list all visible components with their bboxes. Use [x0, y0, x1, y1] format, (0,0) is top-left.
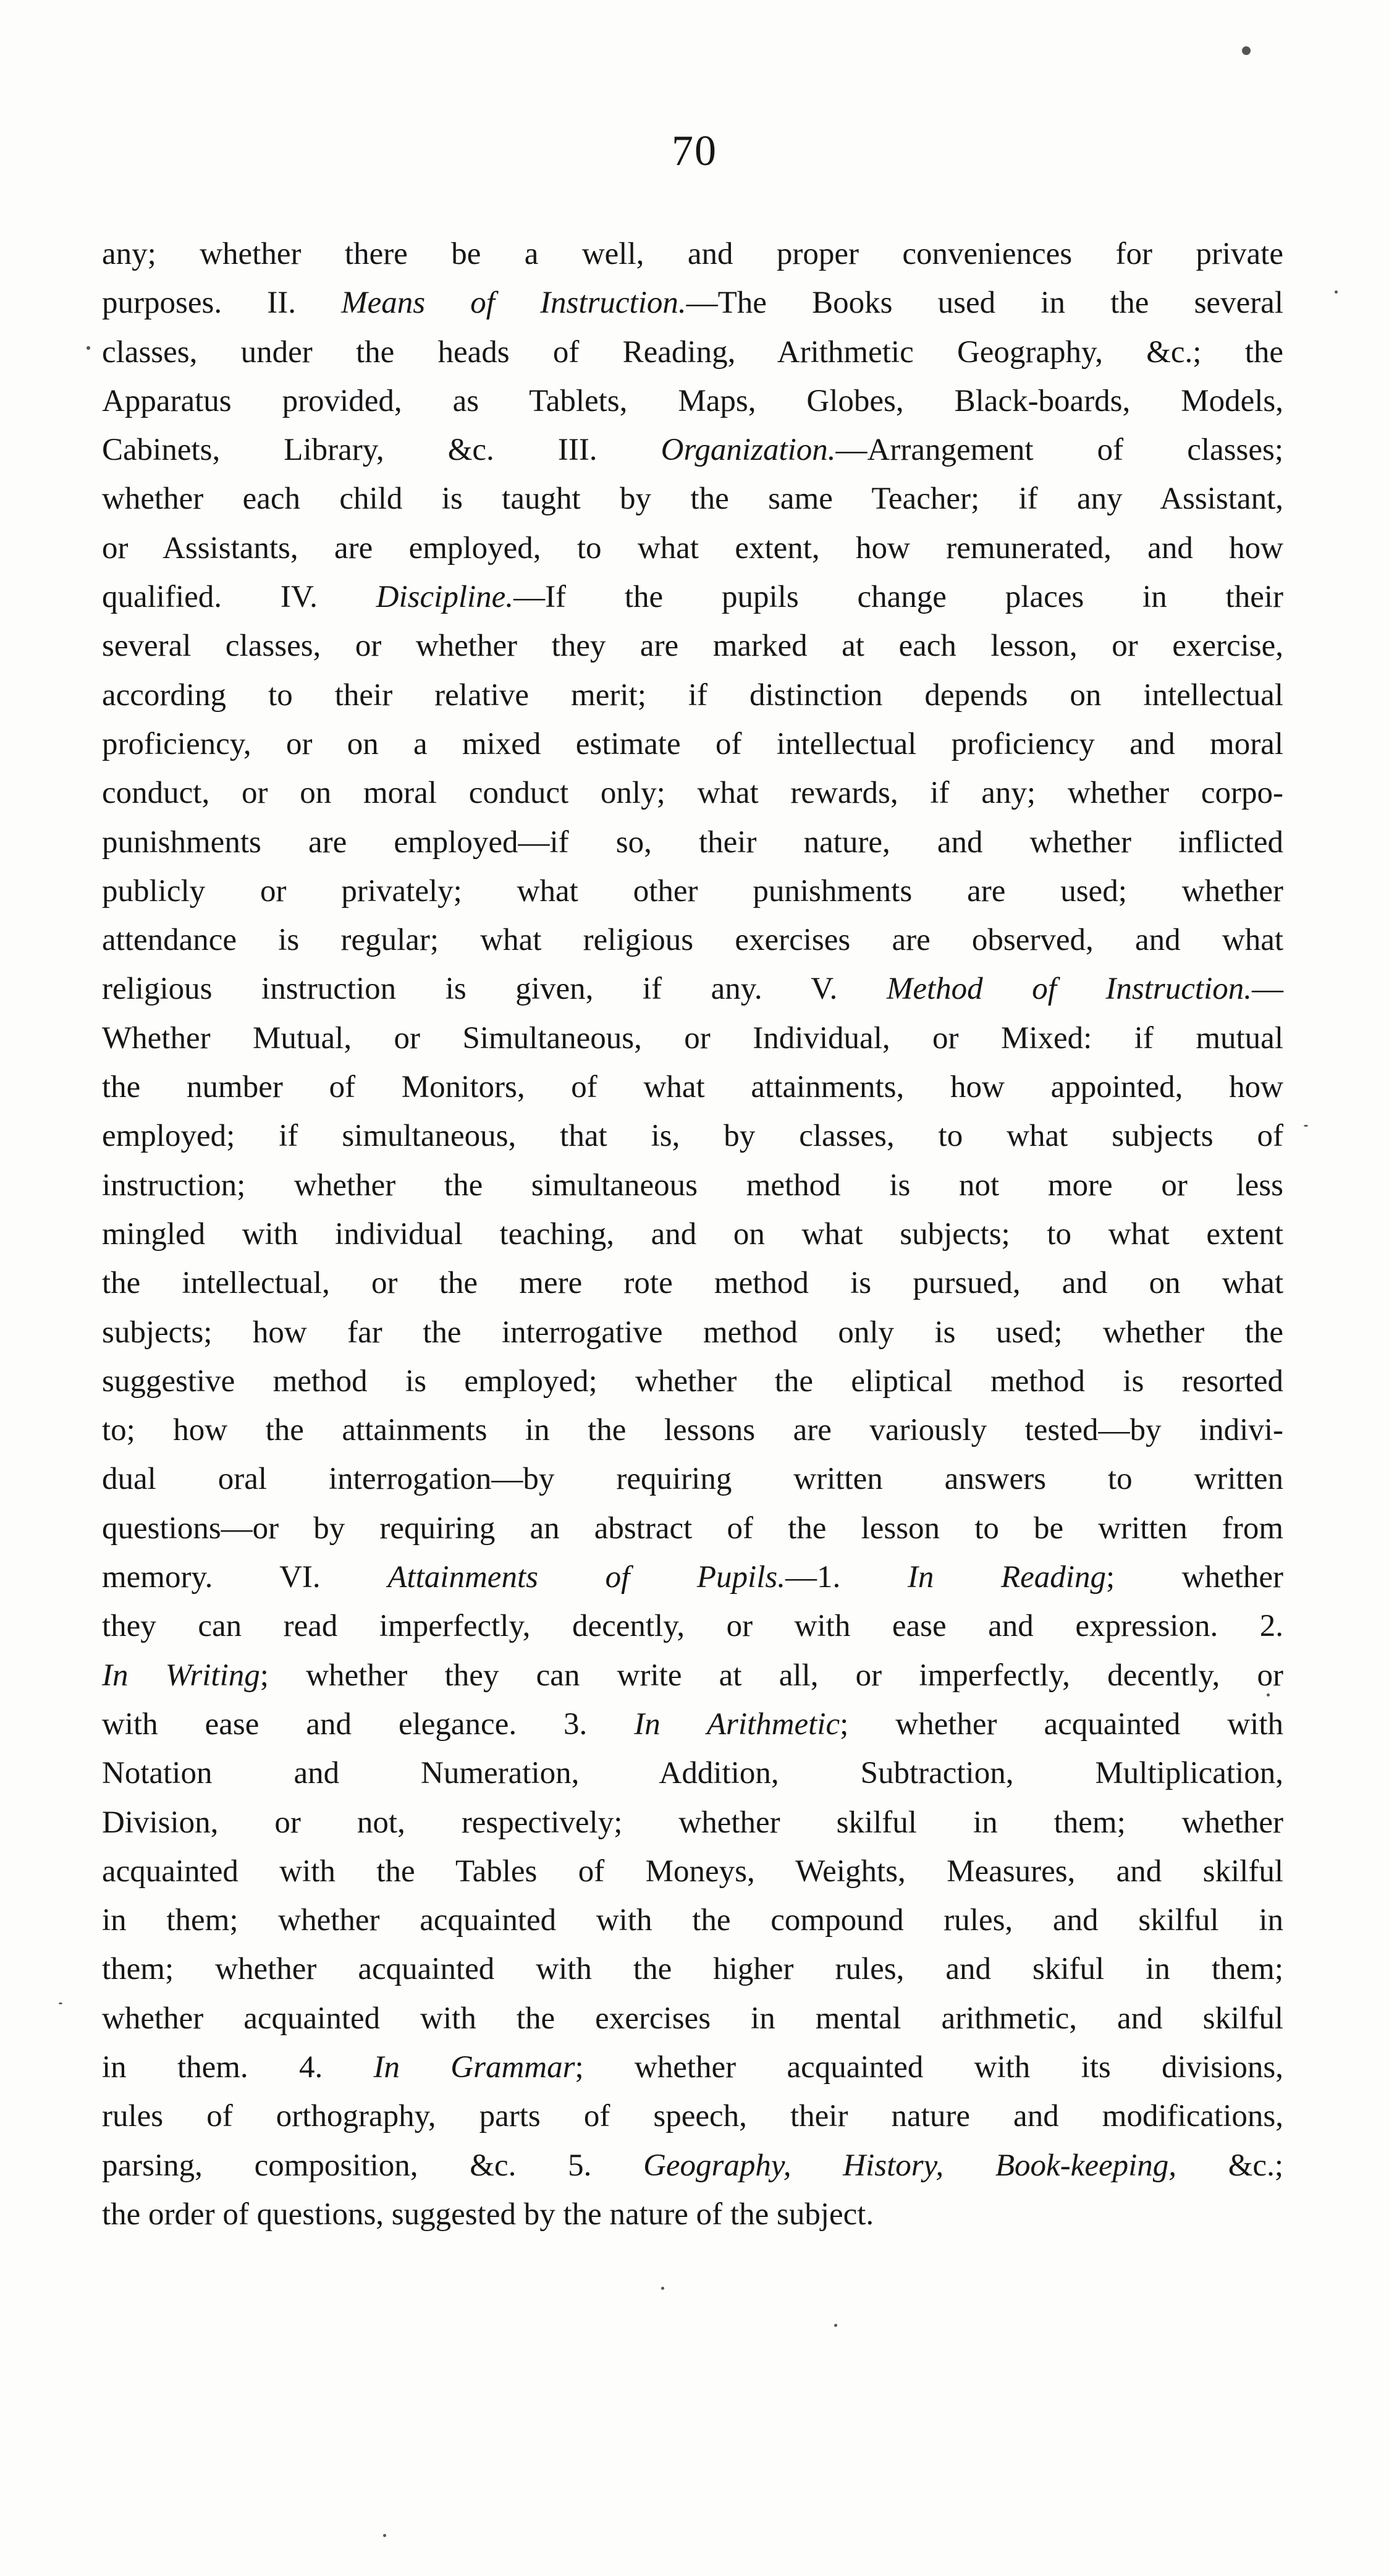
text-line: [102, 1651, 1283, 1700]
italic-heading: Means of Instruction.: [341, 286, 686, 321]
text-segment: ; whether acquainted with its divisions,: [575, 2049, 1283, 2085]
text-segment: qualified. IV.: [102, 580, 376, 615]
text-segment: to; how the attainments in the lessons are variously tested—by indivi-: [102, 1413, 1283, 1448]
text-segment: memory. VI.: [102, 1560, 388, 1595]
text-segment: ; whether acquainted with: [840, 1706, 1284, 1742]
text-segment: —If the pupils change places in their: [513, 580, 1283, 615]
italic-heading: In Writing: [102, 1658, 260, 1693]
body-text: [102, 230, 1283, 2239]
italic-heading: In Reading: [907, 1560, 1106, 1595]
text-line: [102, 328, 1283, 377]
text-line: [102, 1945, 1283, 1994]
text-line: [102, 1014, 1283, 1063]
text-line: [102, 2043, 1283, 2092]
italic-heading: Method of Instruction.: [886, 972, 1252, 1007]
italic-heading: Geography, History, Book-keeping,: [643, 2148, 1177, 2183]
text-line: [102, 1994, 1283, 2043]
text-segment: purposes. II.: [102, 286, 342, 321]
text-segment: &c.;: [1176, 2148, 1283, 2183]
text-segment: Apparatus provided, as Tablets, Maps, Globes, Black-boards, Models,: [102, 383, 1283, 418]
text-segment: rules of orthography, parts of speech, their nature and modifications,: [102, 2099, 1283, 2134]
text-segment: religious instruction is given, if any. V.: [102, 972, 887, 1007]
text-segment: in them. 4.: [102, 2049, 374, 2085]
text-segment: punishments are employed—if so, their nature, and whether inflicted: [102, 824, 1283, 860]
text-line: [102, 524, 1283, 573]
text-segment: several classes, or whether they are marked at each lesson, or exercise,: [102, 629, 1283, 664]
text-segment: or Assistants, are employed, to what extent, how remunerated, and how: [102, 530, 1283, 566]
paper-speck: [1335, 290, 1338, 294]
text-segment: proficiency, or on a mixed estimate of intellectual proficiency and moral: [102, 726, 1283, 761]
text-line: [102, 867, 1283, 916]
text-line: [102, 1357, 1283, 1406]
text-line: [102, 1161, 1283, 1210]
text-segment: Notation and Numeration, Addition, Subtraction, Multiplication,: [102, 1756, 1283, 1791]
text-line: [102, 769, 1283, 818]
italic-heading: In Arithmetic: [634, 1706, 840, 1742]
text-segment: Whether Mutual, or Simultaneous, or Individual, or Mixed: if mutual: [102, 1020, 1283, 1056]
paper-speck: [59, 2002, 62, 2004]
text-segment: instruction; whether the simultaneous method is not more or less: [102, 1167, 1283, 1203]
text-segment: with ease and elegance. 3.: [102, 1706, 635, 1742]
text-segment: attendance is regular; what religious exercises are observed, and what: [102, 923, 1283, 958]
text-line: [102, 426, 1283, 475]
text-line: [102, 2142, 1283, 2190]
text-segment: Division, or not, respectively; whether skilful in them; whether: [102, 1805, 1283, 1840]
text-segment: —The Books used in the several: [686, 286, 1283, 321]
text-segment: ; whether they can write at all, or imperfectly, decently, or: [260, 1658, 1284, 1693]
text-segment: ; whether: [1105, 1560, 1284, 1595]
text-line: [102, 1553, 1283, 1602]
text-segment: classes, under the heads of Reading, Arithmetic Geography, &c.; the: [102, 334, 1283, 370]
text-segment: they can read imperfectly, decently, or with ease and expression. 2.: [102, 1609, 1283, 1644]
text-line: [102, 1210, 1283, 1259]
text-segment: subjects; how far the interrogative method only is used; whether the: [102, 1315, 1283, 1350]
text-line: [102, 1112, 1283, 1161]
text-segment: mingled with individual teaching, and on what subjects; to what extent: [102, 1216, 1283, 1252]
paper-speck: [834, 2324, 837, 2327]
italic-heading: Organization.: [661, 433, 836, 468]
text-segment: —Arrangement of classes;: [835, 433, 1283, 468]
italic-heading: Attainments of Pupils.: [387, 1560, 785, 1595]
text-line: [102, 916, 1283, 965]
text-line: [102, 818, 1283, 867]
text-line: [102, 622, 1283, 671]
paper-speck: [1304, 1125, 1308, 1127]
text-line: [102, 2190, 1283, 2239]
text-segment: whether each child is taught by the same Teacher; if any Assistant,: [102, 481, 1283, 517]
text-segment: parsing, composition, &c. 5.: [102, 2148, 644, 2183]
text-segment: the intellectual, or the mere rote method is pursued, and on what: [102, 1266, 1283, 1301]
text-segment: —: [1252, 972, 1283, 1007]
page-number: 70: [672, 127, 717, 175]
text-segment: suggestive method is employed; whether the eliptical method is resorted: [102, 1363, 1283, 1399]
text-line: [102, 475, 1283, 523]
text-segment: employed; if simultaneous, that is, by classes, to what subjects of: [102, 1119, 1283, 1154]
text-segment: the number of Monitors, of what attainments, how appointed, how: [102, 1070, 1283, 1105]
text-line: [102, 671, 1283, 720]
paper-speck: [383, 2534, 386, 2537]
text-segment: publicly or privately; what other punishments are used; whether: [102, 873, 1283, 909]
text-line: [102, 1799, 1283, 1847]
text-line: [102, 377, 1283, 426]
text-line: [102, 1063, 1283, 1112]
text-segment: them; whether acquainted with the higher rules, and skiful in them;: [102, 1952, 1283, 1987]
text-line: [102, 1602, 1283, 1651]
text-line: [102, 1504, 1283, 1553]
paper-speck: [1267, 1693, 1270, 1697]
text-line: [102, 230, 1283, 279]
text-line: [102, 965, 1283, 1014]
text-segment: according to their relative merit; if distinction depends on intellectual: [102, 677, 1283, 713]
text-line: [102, 1847, 1283, 1896]
text-segment: dual oral interrogation—by requiring written answers to written: [102, 1462, 1283, 1497]
text-segment: questions—or by requiring an abstract of the lesson to be written from: [102, 1510, 1283, 1546]
text-segment: any; whether there be a well, and proper conveniences for private: [102, 237, 1283, 271]
text-line: [102, 1896, 1283, 1945]
text-line: [102, 1700, 1283, 1749]
text-segment: whether acquainted with the exercises in mental arithmetic, and skilful: [102, 2001, 1283, 2036]
text-line: [102, 1259, 1283, 1308]
text-line: [102, 279, 1283, 328]
text-segment: the order of questions, suggested by the nature of the subject.: [102, 2197, 874, 2232]
italic-heading: In Grammar: [373, 2049, 575, 2085]
text-line: [102, 2092, 1283, 2141]
text-line: [102, 1406, 1283, 1455]
paper-speck: [87, 346, 90, 350]
text-segment: in them; whether acquainted with the compound rules, and skilful in: [102, 1903, 1283, 1938]
text-line: [102, 1308, 1283, 1357]
text-segment: conduct, or on moral conduct only; what rewards, if any; whether corpo-: [102, 776, 1283, 811]
text-line: [102, 573, 1283, 622]
text-line: [102, 720, 1283, 769]
text-line: [102, 1455, 1283, 1504]
text-segment: Cabinets, Library, &c. III.: [102, 433, 661, 468]
text-line: [102, 1749, 1283, 1798]
text-segment: acquainted with the Tables of Moneys, Weights, Measures, and skilful: [102, 1854, 1283, 1889]
italic-heading: Discipline.: [376, 580, 514, 615]
paper-speck: [661, 2287, 664, 2290]
text-segment: —1.: [785, 1560, 908, 1595]
paper-speck: [1242, 46, 1251, 55]
